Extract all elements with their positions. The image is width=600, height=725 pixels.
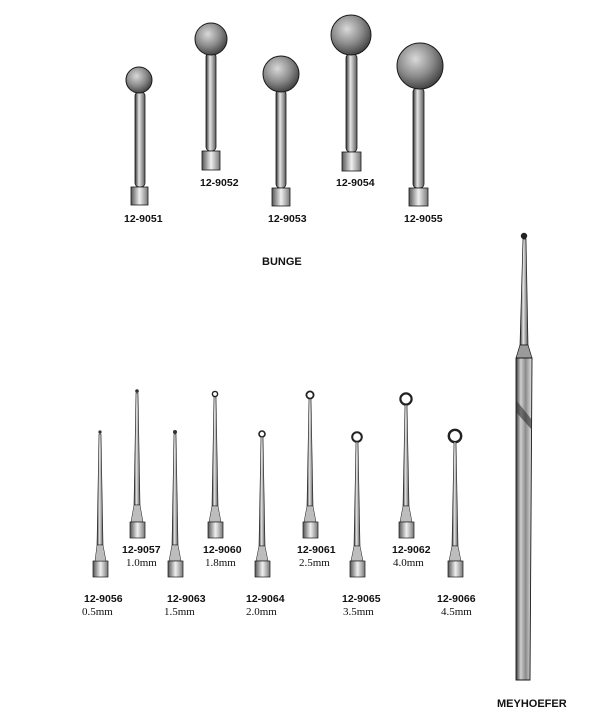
curette-code-12-9057: 12-9057: [122, 544, 161, 556]
bunge-12-9055-drawing: [397, 43, 443, 206]
meyhoefer-title: MEYHOEFER: [497, 698, 567, 710]
curette-code-12-9062: 12-9062: [392, 544, 431, 556]
bunge-code-12-9055: 12-9055: [404, 213, 443, 225]
bunge-code-12-9052: 12-9052: [200, 177, 239, 189]
curette-size-1.5mm: 1.5mm: [164, 606, 195, 618]
curette-12-9056-drawing: [93, 430, 108, 577]
curette-size-2.5mm: 2.5mm: [299, 557, 330, 569]
curette-size-3.5mm: 3.5mm: [343, 606, 374, 618]
curette-size-1.8mm: 1.8mm: [205, 557, 236, 569]
bunge-title: BUNGE: [262, 256, 302, 268]
curette-code-12-9060: 12-9060: [203, 544, 242, 556]
curette-12-9066-drawing: [448, 430, 463, 577]
curette-code-12-9061: 12-9061: [297, 544, 336, 556]
curette-code-12-9056: 12-9056: [84, 593, 123, 605]
curette-code-12-9066: 12-9066: [437, 593, 476, 605]
curette-code-12-9064: 12-9064: [246, 593, 285, 605]
curette-code-12-9063: 12-9063: [167, 593, 206, 605]
curette-size-4.0mm: 4.0mm: [393, 557, 424, 569]
curette-size-2.0mm: 2.0mm: [246, 606, 277, 618]
curette-12-9060-drawing: [208, 391, 223, 538]
curette-12-9063-drawing: [168, 430, 183, 577]
bunge-12-9052-drawing: [195, 23, 227, 170]
bunge-code-12-9053: 12-9053: [268, 213, 307, 225]
bunge-12-9051-drawing: [126, 67, 152, 205]
curette-12-9064-drawing: [255, 431, 270, 577]
meyhoefer-drawing: [516, 233, 532, 680]
bunge-code-12-9054: 12-9054: [336, 177, 375, 189]
curette-code-12-9065: 12-9065: [342, 593, 381, 605]
curette-size-4.5mm: 4.5mm: [441, 606, 472, 618]
curette-12-9065-drawing: [350, 432, 365, 577]
curette-size-1.0mm: 1.0mm: [126, 557, 157, 569]
curette-12-9061-drawing: [303, 391, 318, 538]
curette-12-9062-drawing: [399, 393, 414, 538]
curette-12-9057-drawing: [130, 389, 145, 538]
bunge-12-9054-drawing: [331, 15, 371, 171]
bunge-code-12-9051: 12-9051: [124, 213, 163, 225]
bunge-12-9053-drawing: [263, 56, 299, 206]
curette-size-0.5mm: 0.5mm: [82, 606, 113, 618]
